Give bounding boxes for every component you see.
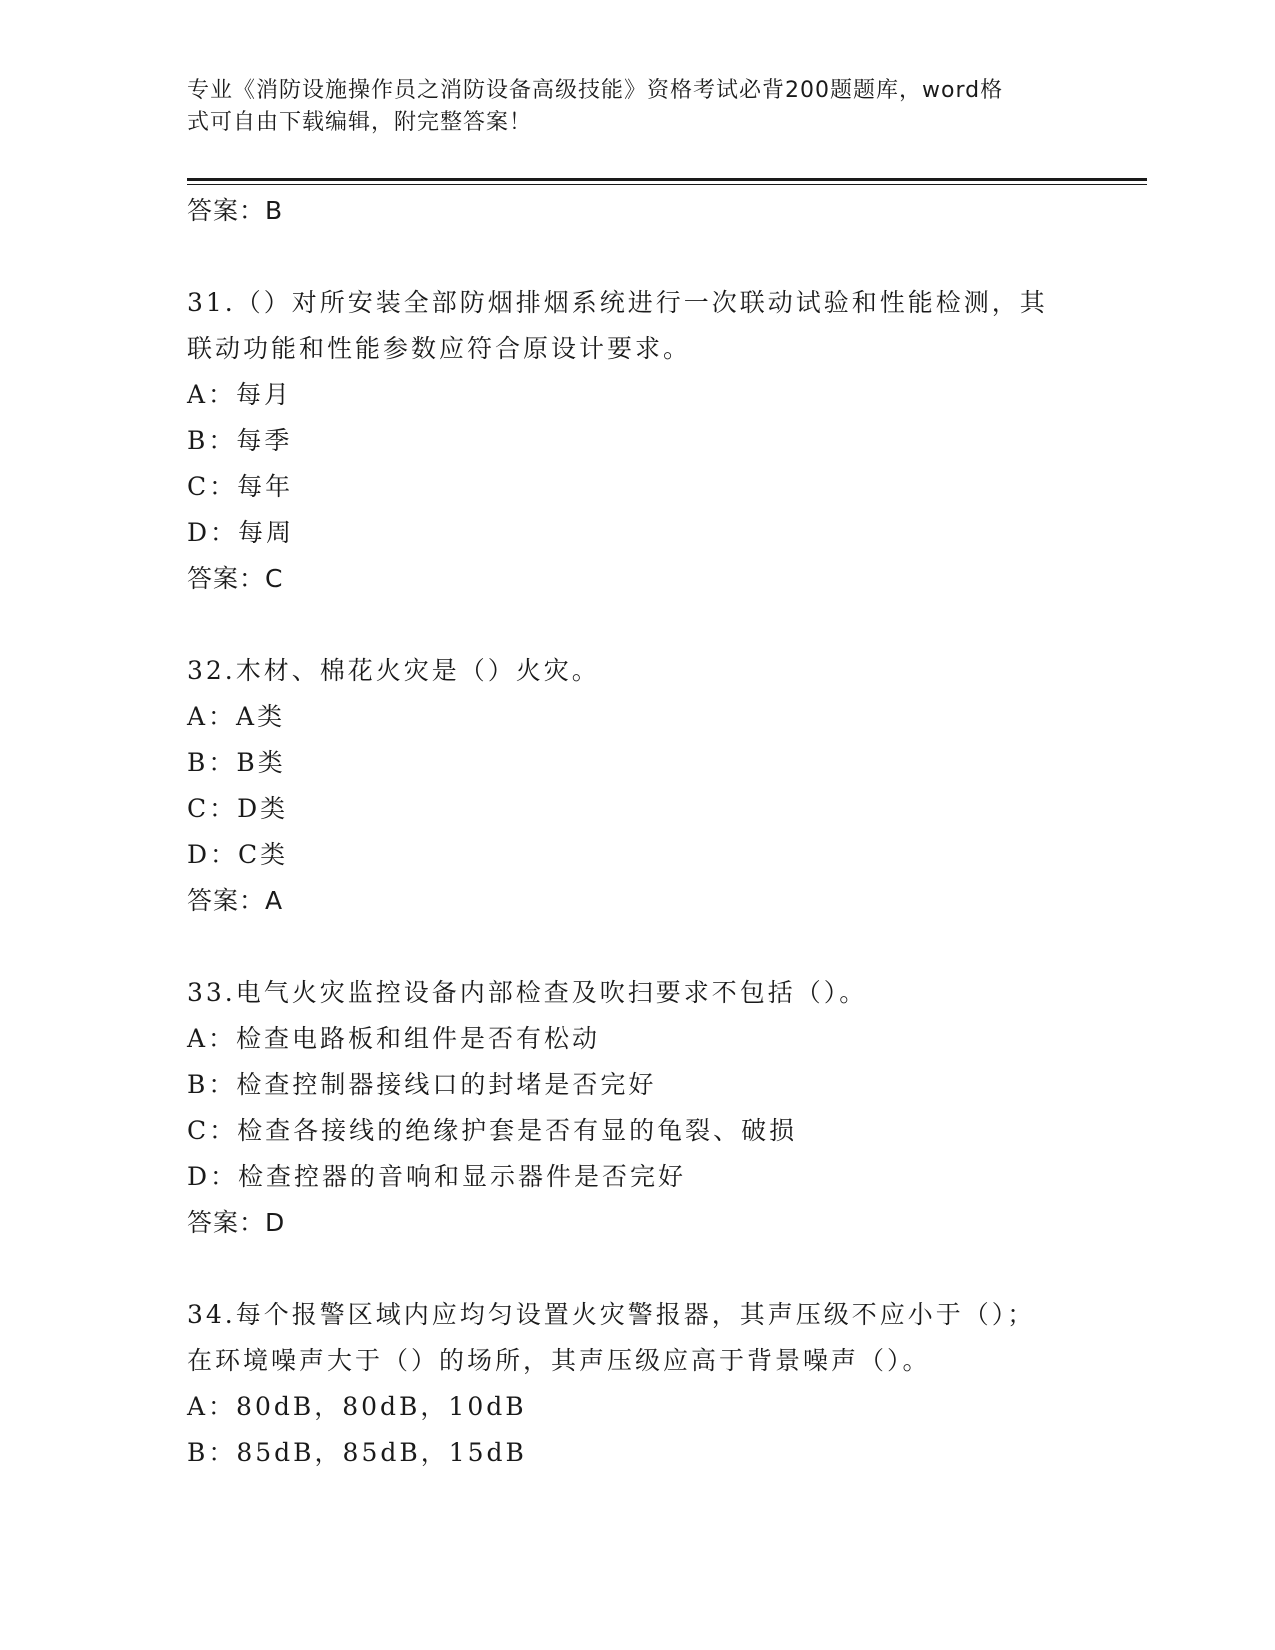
- option-a: A：80dB，80dB，10dB: [187, 1392, 527, 1421]
- question-34: [187, 1292, 1087, 1476]
- header-divider-thin: [187, 184, 1147, 185]
- previous-answer: 答案：B: [187, 196, 284, 225]
- option-d: D：检查控器的音响和显示器件是否完好: [187, 1162, 687, 1191]
- spacer: [187, 602, 1087, 648]
- option-d: D：C类: [187, 840, 289, 869]
- option-a: A：每月: [187, 380, 293, 409]
- question-31: [187, 280, 1087, 602]
- question-32: [187, 648, 1087, 924]
- question-text: 31.（）对所安装全部防烟排烟系统进行一次联动试验和性能检测，其: [187, 288, 1048, 317]
- spacer: [187, 234, 1087, 280]
- option-c: C：D类: [187, 794, 289, 823]
- option-b: B：每季: [187, 426, 293, 455]
- option-b: B：85dB，85dB，15dB: [187, 1438, 527, 1467]
- spacer: [187, 1246, 1087, 1292]
- question-text: 32.木材、棉花火灾是（）火灾。: [187, 656, 600, 685]
- header-divider-thick: [187, 178, 1147, 181]
- option-a: A：A类: [187, 702, 286, 731]
- document-header: [187, 75, 1087, 139]
- answer: 答案：D: [187, 1208, 286, 1237]
- question-list: [187, 188, 1087, 1476]
- option-d: D：每周: [187, 518, 295, 547]
- question-text: 联动功能和性能参数应符合原设计要求。: [187, 334, 692, 363]
- option-c: C：每年: [187, 472, 294, 501]
- option-b: B：检查控制器接线口的封堵是否完好: [187, 1070, 657, 1099]
- answer: 答案：A: [187, 886, 284, 915]
- option-c: C：检查各接线的绝缘护套是否有显的龟裂、破损: [187, 1116, 798, 1145]
- question-text: 在环境噪声大于（）的场所，其声压级应高于背景噪声（）。: [187, 1346, 931, 1375]
- question-text: 34.每个报警区域内应均匀设置火灾警报器，其声压级不应小于（）；: [187, 1300, 1036, 1329]
- question-33: [187, 970, 1087, 1246]
- option-b: B：B类: [187, 748, 286, 777]
- spacer: [187, 924, 1087, 970]
- question-text: 33.电气火灾监控设备内部检查及吹扫要求不包括（）。: [187, 978, 868, 1007]
- answer: 答案：C: [187, 564, 284, 593]
- option-a: A：检查电路板和组件是否有松动: [187, 1024, 601, 1053]
- header-line-1: 专业《消防设施操作员之消防设备高级技能》资格考试必背200题题库，word格: [187, 78, 1004, 103]
- header-line-2: 式可自由下载编辑，附完整答案！: [187, 110, 533, 135]
